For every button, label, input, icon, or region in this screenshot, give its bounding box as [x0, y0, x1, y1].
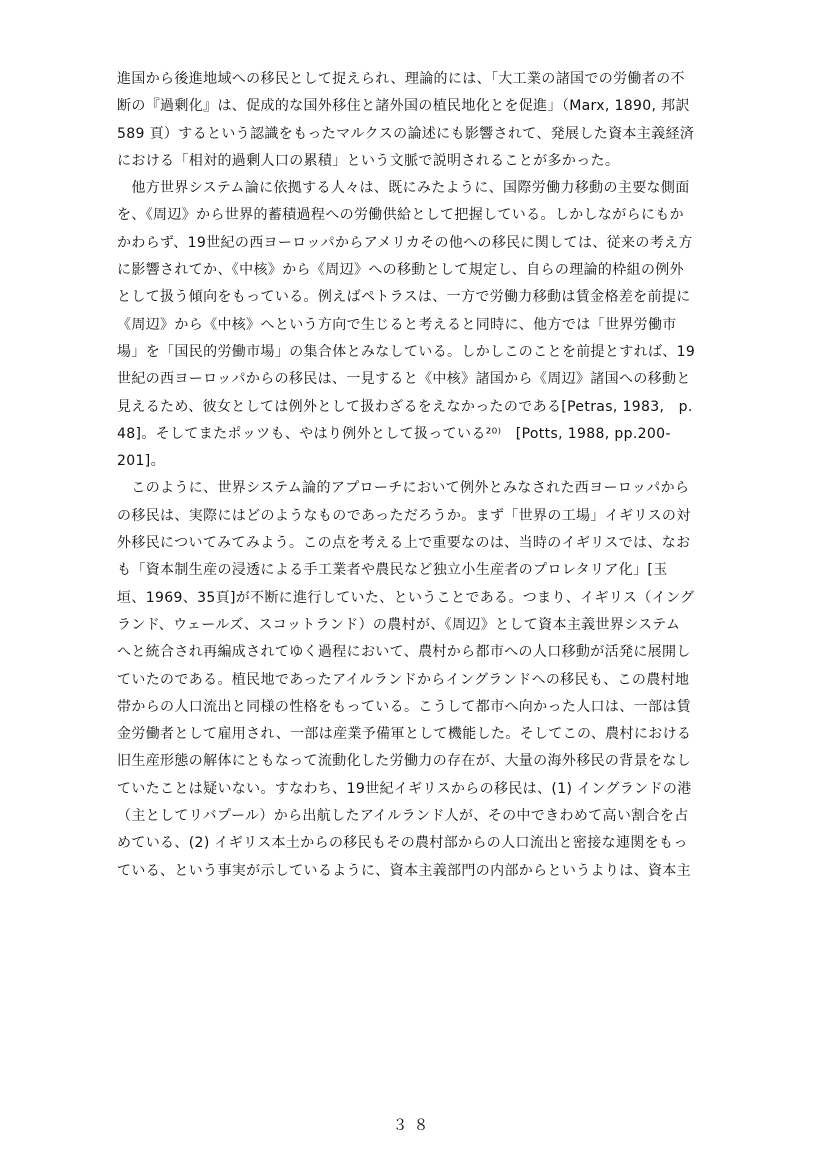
text-line: めている、(2) イギリス本土からの移民もその農村部からの人口流出と密接な連関をもっ — [117, 835, 688, 852]
text-line: 金労働者として雇用され、一部は産業予備軍として機能した。そしてこの、農村における — [117, 726, 692, 743]
text-line: も「資本制生産の浸透による手工業者や農民など独立小生産者のプロレタリア化」[玉 — [117, 562, 668, 579]
text-line: 201]。 — [117, 453, 165, 470]
text-line: ている、という事実が示しているように、資本主義部門の内部からというよりは、資本主 — [117, 862, 691, 879]
text-line: （主としてリバプール）から出航したアイルランド人が、その中できわめて高い割合を占 — [117, 808, 689, 825]
text-line: 世紀の西ヨーロッパからの移民は、一見すると《中核》諸国から《周辺》諸国への移動と — [117, 371, 691, 388]
text-line: ていたのである。植民地であったアイルランドからイングランドへの移民も、この農村地 — [117, 671, 690, 688]
text-line: 場」を「国民的労働市場」の集合体とみなしている。しかしこのことを前提とすれば、19 — [117, 343, 696, 360]
body-text — [117, 66, 767, 885]
text-line: 他方世界システム論に依拠する人々は、既にみたように、国際労働力移動の主要な側面 — [117, 180, 690, 197]
text-line: の移民は、実際にはどのようなものであっただろうか。まず「世界の工場」イギリスの対 — [117, 507, 691, 524]
text-line: 《周辺》から《中核》へという方向で生じると考えると同時に、他方では「世界労働市 — [117, 316, 677, 333]
text-line: 48]。そしてまたポッツも、やはり例外として扱っている²⁰⁾ [Potts, 1988, pp.200- — [117, 425, 671, 442]
text-line: 進国から後進地域への移民として捉えられ、理論的には、「大工業の諸国での労働者の不 — [117, 71, 685, 87]
text-line: 断の『過剰化』は、促成的な国外移住と諸外国の植民地化とを促進」（Marx, 1890, 邦訳 — [117, 98, 690, 115]
text-line: ていたことは疑いない。すなわち、19世紀イギリスからの移民は、(1) イングランドの港 — [117, 780, 692, 797]
text-line: このように、世界システム論的アプローチにおいて例外とみなされた西ヨーロッパから — [117, 480, 690, 497]
text-line: 垣、1969、35頁]が不断に進行していた、ということである。つまり、イギリス（イング — [117, 589, 695, 606]
text-line: における「相対的過剰人口の累積」という文脈で説明されることが多かった。 — [117, 152, 620, 169]
page-number: ３８ — [392, 1116, 435, 1134]
text-line: かわらず、19世紀の西ヨーロッパからアメリカその他への移民に関しては、従来の考え方 — [117, 234, 693, 251]
text-line: に影響されてか、《中核》から《周辺》への移動として規定し、自らの理論的枠組の例外 — [117, 262, 684, 279]
text-line: 旧生産形態の解体にともなって流動化した労働力の存在が、大量の海外移民の背景をなし — [117, 753, 691, 770]
text-line: ランド、ウェールズ、スコットランド）の農村が、《周辺》として資本主義世界システム — [117, 616, 681, 633]
text-line: 589 頁）するという認識をもったマルクスの論述にも影響されて、発展した資本主義経済 — [117, 125, 695, 142]
text-line: へと統合され再編成されてゆく過程において、農村から都市への人口移動が活発に展開し — [117, 644, 691, 661]
text-line: 帯からの人口流出と同様の性格をもっている。こうして都市へ向かった人口は、一部は賃 — [117, 698, 691, 715]
text-line: として扱う傾向をもっている。例えばペトラスは、一方で労働力移動は賃金格差を前提に — [117, 289, 691, 306]
text-line: 見えるため、彼女としては例外として扱わざるをえなかったのである[Petras, 1983, p. — [117, 398, 693, 415]
text-line: 外移民についてみてみよう。この点を考える上で重要なのは、当時のイギリスでは、なお — [117, 535, 691, 552]
text-line: を、《周辺》から世界的蓄積過程への労働供給として把握している。しかしながらにもか — [117, 207, 684, 224]
